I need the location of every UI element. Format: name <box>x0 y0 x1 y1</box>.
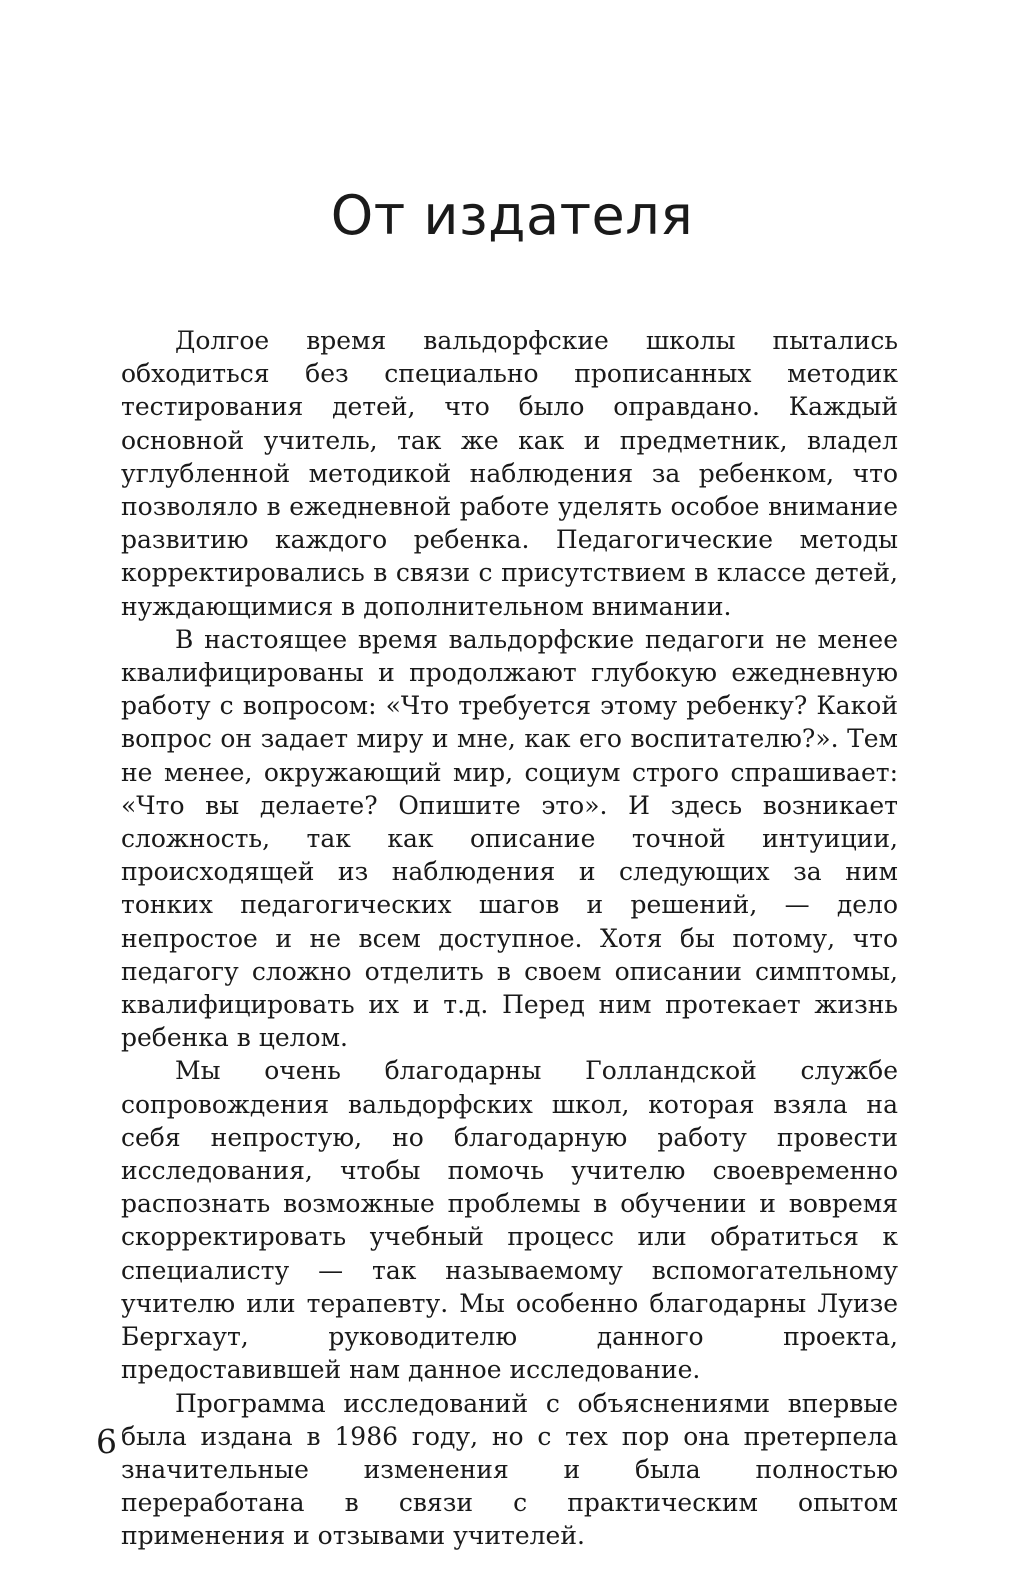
paragraph-1: Долгое время вальдорфские школы пытались обходиться без специально прописанных методик тестирования детей, что было оправдано. Каждый основной учитель, так же как и предметник, владел углубленной методикой наблюдения за ребенком, что позволяло в ежедневной работе уделять особое внимание развитию каждого ребенка. Педагогические методы корректировались в связи с присутствием в классе детей, нуждающимися в дополнительном внимании. <box>121 326 898 621</box>
chapter-title: От издателя <box>330 184 694 247</box>
paragraph-4: Программа исследований с объяснениями впервые была издана в 1986 году, но с тех пор она претерпела значительные изменения и была полностью переработана в связи с практическим опытом применения и отзывами учителей. <box>121 1388 898 1551</box>
paragraph-3: Мы очень благодарны Голландской службе сопровождения вальдорфских школ, которая взяла на себя непростую, но благодарную работу провести исследования, чтобы помочь учителю своевременно распознать возможные проблемы в обучении и вовремя скорректировать учебный процесс или обратиться к специалисту — так называемому вспомогательному учителю или терапевту. Мы особенно благодарны Луизе Бергхаут, руководителю данного проекта, предоставившей нам данное исследование. <box>121 1056 898 1385</box>
paragraph-2: В настоящее время вальдорфские педагоги не менее квалифицированы и продолжают глубокую ежедневную работу с вопросом: «Что требуется этому ребенку? Какой вопрос он задает миру и мне, как его воспитателю?». Тем не менее, окружающий мир, социум строго спрашивает: «Что вы делаете? Опишите это». И здесь возникает сложность, так как описание точной интуиции, происходящей из наблюдения и следующих за ним тонких педагогических шагов и решений, — дело непростое и не всем доступное. Хотя бы потому, что педагогу сложно отделить в своем описании симптомы, квалифицировать их и т.д. Перед ним протекает жизнь ребенка в целом. <box>121 624 898 1053</box>
body-text <box>121 324 898 1553</box>
page-number: 6 <box>96 1422 117 1461</box>
